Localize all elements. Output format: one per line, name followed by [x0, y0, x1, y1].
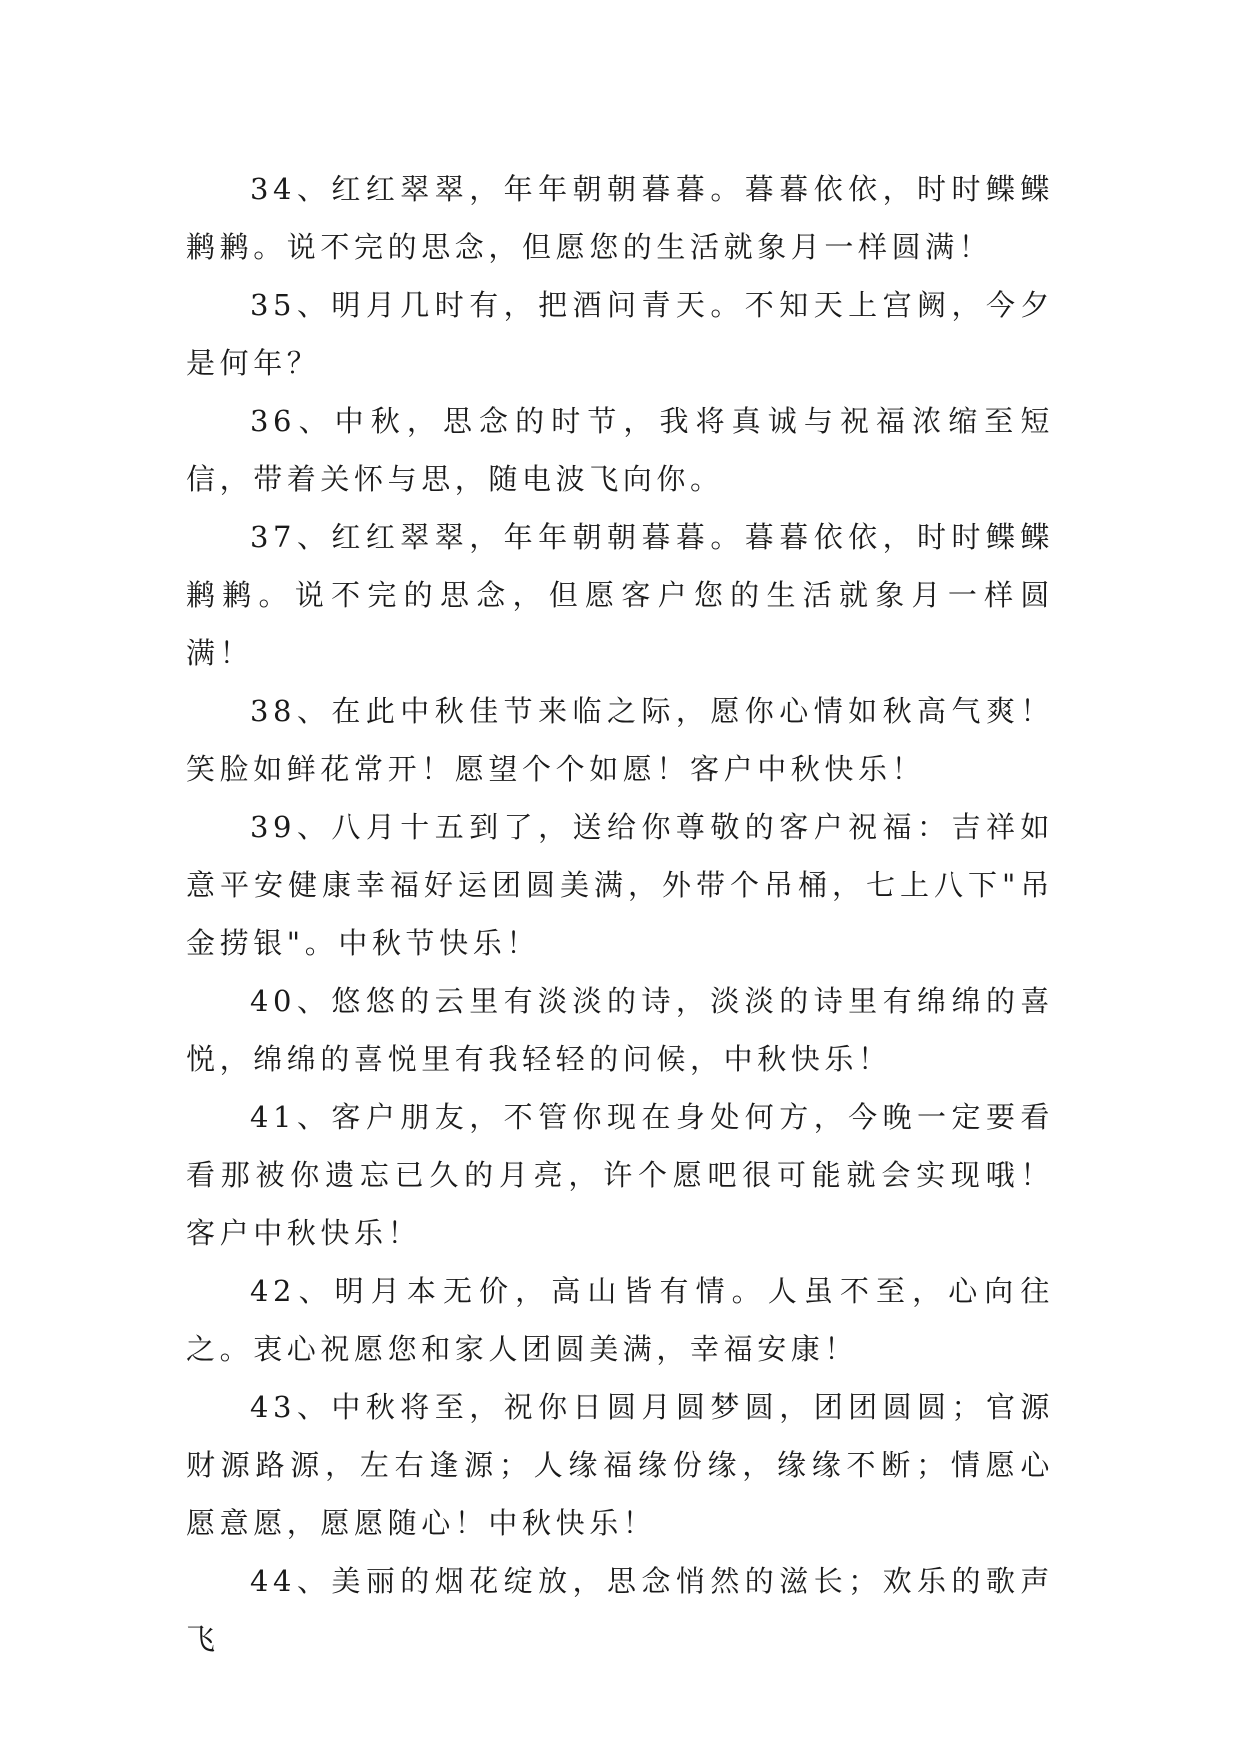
paragraph-35: 35、明月几时有，把酒问青天。不知天上宫阙，今夕是何年？	[186, 288, 1054, 380]
paragraph-40: 40、悠悠的云里有淡淡的诗，淡淡的诗里有绵绵的喜悦，绵绵的喜悦里有我轻轻的问候，中秋快乐！	[186, 984, 1054, 1076]
paragraph-43: 43、中秋将至，祝你日圆月圆梦圆，团团圆圆；官源财源路源，左右逢源；人缘福缘份缘，缘缘不断；情愿心愿意愿，愿愿随心！中秋快乐！	[186, 1390, 1054, 1540]
paragraph-42: 42、明月本无价，高山皆有情。人虽不至，心向往之。衷心祝愿您和家人团圆美满，幸福安康！	[186, 1274, 1054, 1366]
paragraph-44: 44、美丽的烟花绽放，思念悄然的滋长；欢乐的歌声飞	[186, 1564, 1054, 1656]
paragraph-37: 37、红红翠翠，年年朝朝暮暮。暮暮依依，时时鲽鲽鹣鹣。说不完的思念，但愿客户您的生活就象月一样圆满！	[186, 520, 1054, 670]
paragraph-36: 36、中秋，思念的时节，我将真诚与祝福浓缩至短信，带着关怀与思，随电波飞向你。	[186, 404, 1054, 496]
paragraph-34: 34、红红翠翠，年年朝朝暮暮。暮暮依依，时时鲽鲽鹣鹣。说不完的思念，但愿您的生活就象月一样圆满！	[186, 172, 1054, 264]
paragraph-41: 41、客户朋友，不管你现在身处何方，今晚一定要看看那被你遗忘已久的月亮，许个愿吧很可能就会实现哦！客户中秋快乐！	[186, 1100, 1054, 1250]
paragraph-39: 39、八月十五到了，送给你尊敬的客户祝福：吉祥如意平安健康幸福好运团圆美满，外带个吊桶，七上八下"吊金捞银"。中秋节快乐！	[186, 810, 1054, 960]
document-body	[186, 160, 1054, 1668]
paragraph-38: 38、在此中秋佳节来临之际，愿你心情如秋高气爽！笑脸如鲜花常开！愿望个个如愿！客户中秋快乐！	[186, 694, 1054, 786]
